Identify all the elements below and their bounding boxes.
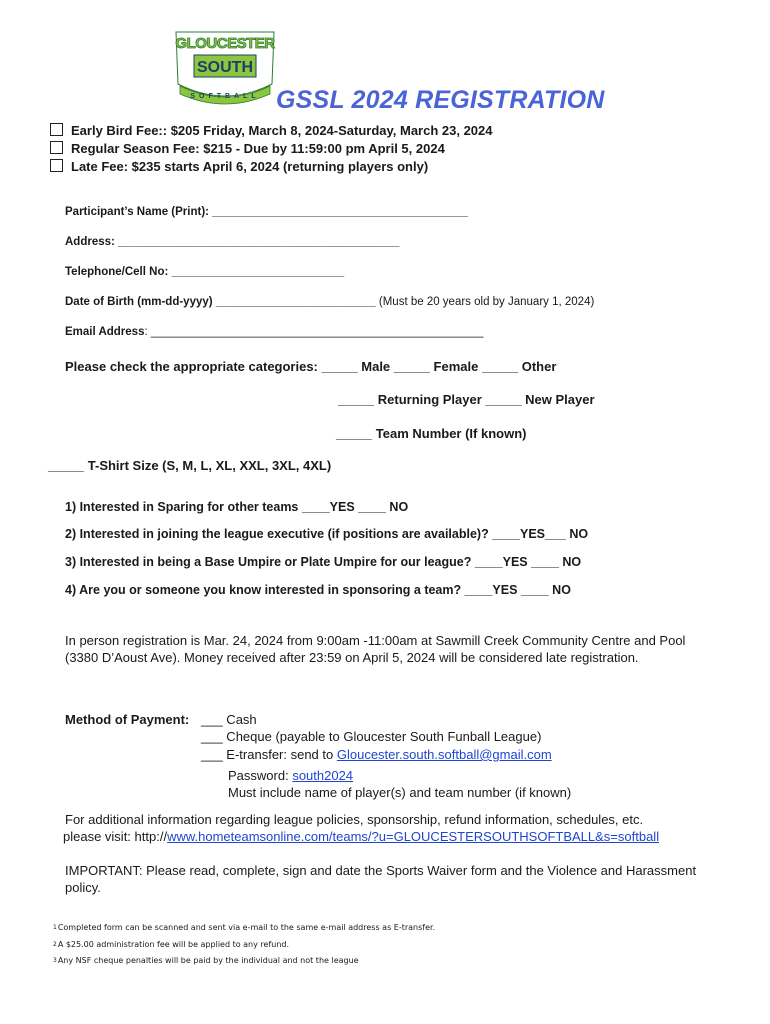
- fee-label: Early Bird Fee:: $205 Friday, March 8, 2024-Saturday, March 23, 2024: [71, 123, 493, 138]
- participant-name-field[interactable]: Participant’s Name (Print): ________________________________________: [65, 206, 469, 218]
- address-field[interactable]: Address: ____________________________________________: [65, 236, 400, 248]
- player-status-line[interactable]: _____ Returning Player _____ New Player: [338, 392, 595, 407]
- password-label: Password:: [228, 768, 293, 783]
- footnote-text: Any NSF cheque penalties will be paid by the individual and not the league: [57, 956, 359, 965]
- checkbox[interactable]: [50, 159, 63, 172]
- email-field[interactable]: [65, 326, 483, 338]
- in-person-registration-text: In person registration is Mar. 24, 2024 from 9:00am -11:00am at Sawmill Creek Community Centre and Pool (3380 D’Aoust Ave). Money received after 23:59 on April 5, 2024 will be considered late registration.: [65, 633, 686, 665]
- payment-cash-option[interactable]: ___ Cash: [201, 712, 257, 727]
- email-label: Email Address: [65, 326, 145, 338]
- hometeams-link[interactable]: www.hometeamsonline.com/teams/?u=GLOUCESTERSOUTHSOFTBALL&s=softball: [167, 829, 660, 844]
- logo-line3: SOFTBALL: [190, 93, 260, 100]
- etransfer-email-link[interactable]: Gloucester.south.softball@gmail.com: [336, 747, 552, 762]
- payment-etransfer-option[interactable]: [201, 747, 552, 762]
- footnote-number: 1: [53, 924, 57, 931]
- logo-line2: SOUTH: [197, 59, 253, 76]
- payment-cheque-option[interactable]: ___ Cheque (payable to Gloucester South Funball League): [201, 729, 542, 744]
- fee-label: Late Fee: $235 starts April 6, 2024 (returning players only): [71, 159, 429, 174]
- team-number-line[interactable]: _____ Team Number (If known): [336, 426, 527, 441]
- logo-line1: GLOUCESTER: [175, 35, 275, 52]
- gloucester-south-softball-logo: [172, 28, 278, 106]
- payment-method-label: Method of Payment:: [65, 712, 190, 727]
- footnote: [53, 940, 289, 949]
- url-prefix: please visit: http://: [63, 829, 168, 844]
- email-blank: : ____________________________________________________: [144, 326, 484, 338]
- fee-option-late[interactable]: [50, 159, 428, 174]
- question-executive[interactable]: 2) Interested in joining the league executive (if positions are available)? ____YES___ NO: [65, 527, 589, 541]
- checkbox[interactable]: [50, 141, 63, 154]
- tshirt-size-line[interactable]: _____ T-Shirt Size (S, M, L, XL, XXL, 3XL, 4XL): [48, 458, 332, 473]
- telephone-field[interactable]: Telephone/Cell No: ___________________________: [65, 266, 345, 278]
- footnote-text: Completed form can be scanned and sent via e-mail to the same e-mail address as E-transfer.: [57, 923, 436, 932]
- password-link[interactable]: south2024: [292, 768, 354, 783]
- etransfer-note: Must include name of player(s) and team number (if known): [228, 785, 572, 800]
- footnote-number: 2: [53, 941, 57, 948]
- dob-note: (Must be 20 years old by January 1, 2024): [375, 296, 595, 308]
- checkbox[interactable]: [50, 123, 63, 136]
- fee-label: Regular Season Fee: $215 - Due by 11:59:00 pm April 5, 2024: [71, 141, 445, 156]
- additional-info-url-line: [63, 829, 659, 844]
- important-notice: IMPORTANT: Please read, complete, sign and date the Sports Waiver form and the Violence and Harassment policy.: [65, 863, 697, 895]
- fee-option-early-bird[interactable]: [50, 123, 493, 138]
- etransfer-prefix: ___ E-transfer: send to: [201, 747, 337, 762]
- page-title: GSSL 2024 REGISTRATION: [276, 86, 605, 114]
- footnote: [53, 956, 359, 965]
- etransfer-password: [228, 768, 353, 783]
- additional-info-text: For additional information regarding league policies, sponsorship, refund information, schedules, etc.: [65, 812, 644, 827]
- footnote: [53, 923, 435, 932]
- footnote-number: 3: [53, 957, 57, 964]
- footnote-text: A $25.00 administration fee will be applied to any refund.: [57, 940, 290, 949]
- question-sponsor[interactable]: 4) Are you or someone you know interested in sponsoring a team? ____YES ____ NO: [65, 583, 571, 597]
- question-sparing[interactable]: 1) Interested in Sparing for other teams ____YES ____ NO: [65, 500, 409, 514]
- dob-label: Date of Birth (mm-dd-yyyy) _________________________: [65, 296, 376, 308]
- date-of-birth-field[interactable]: [65, 296, 594, 308]
- categories-line[interactable]: Please check the appropriate categories: _____ Male _____ Female _____ Other: [65, 359, 557, 374]
- question-umpire[interactable]: 3) Interested in being a Base Umpire or Plate Umpire for our league? ____YES ____ NO: [65, 555, 582, 569]
- fee-option-regular[interactable]: [50, 141, 445, 156]
